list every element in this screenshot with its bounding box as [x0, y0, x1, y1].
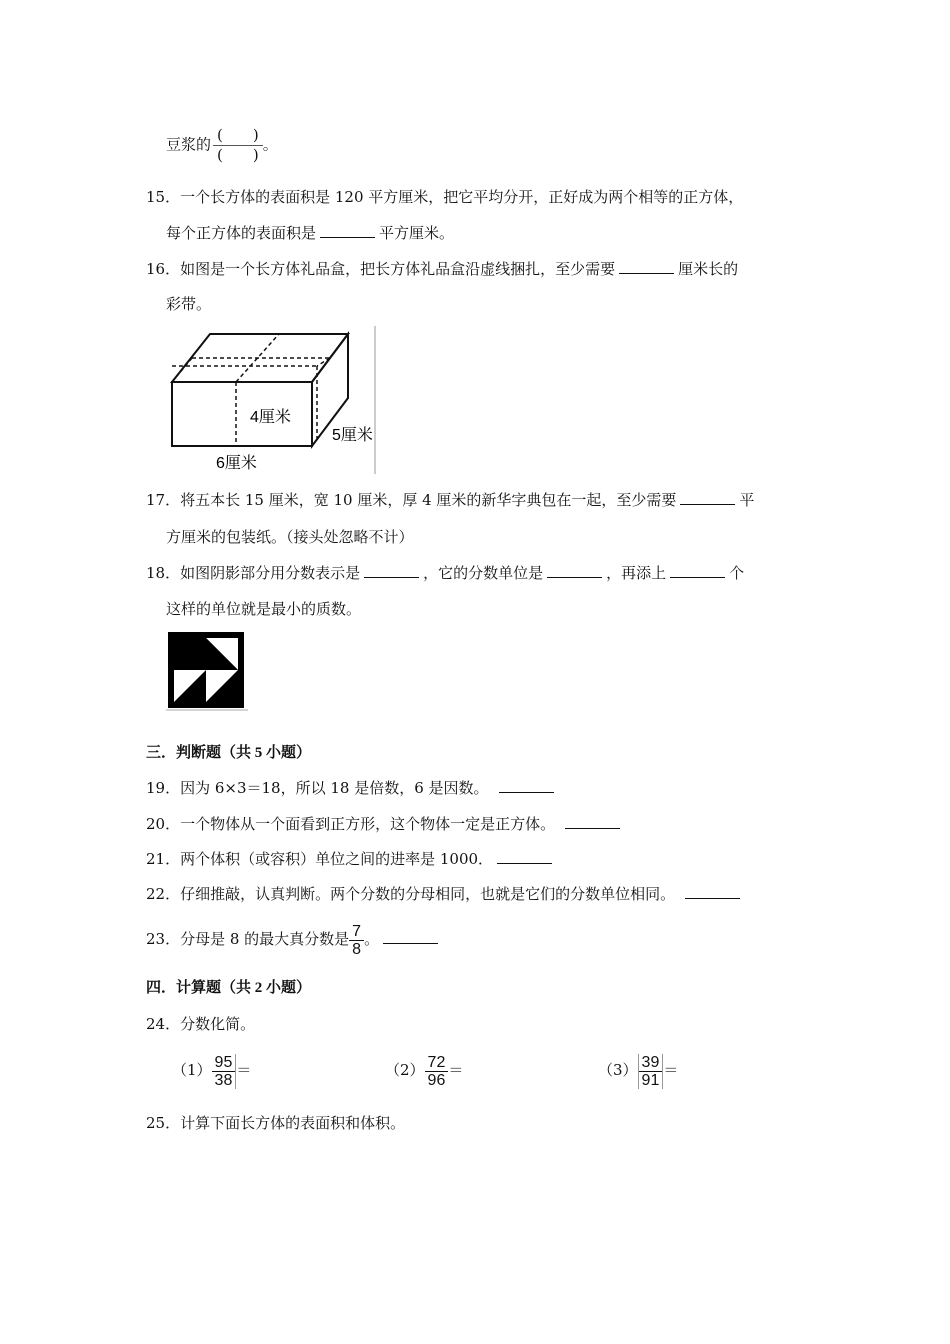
q19-answer-blank[interactable]	[499, 778, 554, 793]
q22-text: 22．仔细推敲，认真判断。两个分数的分母相同，也就是它们的分数单位相同。	[146, 885, 676, 903]
q17-line1-unit: 平	[739, 491, 755, 509]
q21-answer-blank[interactable]	[497, 849, 552, 864]
q20-answer-blank[interactable]	[565, 814, 620, 829]
q23-fraction	[349, 923, 364, 958]
q15-line2	[166, 223, 454, 243]
q16-line1-text: 16．如图是一个长方体礼品盒，把长方体礼品盒沿虚线捆扎，至少需要	[146, 260, 616, 278]
q18-text-d: 个	[729, 564, 745, 582]
q18-line1	[146, 563, 744, 583]
label-height: 4厘米	[250, 409, 291, 426]
q16-line1-unit: 厘米长的	[678, 260, 739, 278]
q14-numerator: ( )	[213, 126, 263, 146]
q15-line2-unit: 平方厘米。	[379, 224, 455, 242]
q16-line1	[146, 259, 738, 279]
section-4-title: 四．计算题（共 2 小题）	[146, 980, 312, 996]
q17-line2: 方厘米的包装纸。（接头处忽略不计）	[166, 528, 414, 546]
q24-item-3-denominator: 91	[641, 1071, 660, 1089]
q24-item-2	[385, 1050, 463, 1090]
shaded-square-figure	[166, 630, 248, 712]
q24-item-3-label: （3）	[598, 1061, 638, 1079]
section-3-title: 三．判断题（共 5 小题）	[146, 745, 312, 761]
q24-item-3-numerator: 39	[639, 1054, 663, 1072]
q18-blank-fraction[interactable]	[364, 563, 419, 578]
q21-text: 21．两个体积（或容积）单位之间的进率是 1000．	[146, 850, 494, 868]
q18-line2: 这样的单位就是最小的质数。	[166, 600, 362, 618]
q24-item-1-fraction	[212, 1054, 237, 1089]
q17-answer-blank[interactable]	[680, 490, 735, 505]
q14-denominator: ( )	[217, 146, 259, 164]
q24-item-1-label: （1）	[172, 1061, 212, 1079]
q24-item-1-denominator: 38	[214, 1071, 233, 1089]
q24-item-2-denominator: 96	[427, 1071, 446, 1089]
q24-item-1-numerator: 95	[212, 1054, 236, 1072]
box-front-face	[172, 382, 312, 446]
q14-end: 。	[262, 135, 278, 154]
q19-text: 19．因为 6×3＝18，所以 18 是倍数，6 是因数。	[146, 779, 489, 797]
q18-text-b: ，它的分数单位是	[423, 564, 544, 582]
q24-item-1-equals: ＝	[236, 1061, 252, 1079]
q23	[146, 922, 442, 958]
label-width: 5厘米	[332, 427, 373, 444]
q24-item-2-equals: ＝	[448, 1061, 464, 1079]
q14-fraction	[213, 126, 263, 165]
q18-text-a: 18．如图阴影部分用分数表示是	[146, 564, 361, 582]
q23-numerator: 7	[349, 923, 364, 941]
q14-text: 豆浆的	[166, 135, 212, 154]
q24-item-2-label: （2）	[385, 1061, 425, 1079]
q16-line2: 彩带。	[166, 295, 212, 313]
q18-text-c: ，再添上	[606, 564, 667, 582]
q24-item-3-equals: ＝	[663, 1061, 679, 1079]
q16-answer-blank[interactable]	[619, 259, 674, 274]
q25: 25．计算下面长方体的表面积和体积。	[146, 1114, 406, 1132]
q15-line2-text: 每个正方体的表面积是	[166, 224, 317, 242]
q21	[146, 849, 556, 869]
q24-item-3	[598, 1050, 678, 1090]
q18-blank-count[interactable]	[670, 563, 725, 578]
q24-item-2-fraction	[425, 1054, 449, 1089]
q17-line1	[146, 490, 754, 510]
q17-line1-text: 17．将五本长 15 厘米，宽 10 厘米，厚 4 厘米的新华字典包在一起，至少需要	[146, 491, 677, 509]
q22-answer-blank[interactable]	[685, 884, 740, 899]
q22	[146, 884, 744, 904]
q15-line1: 15．一个长方体的表面积是 120 平方厘米，把它平均分开，正好成为两个相等的正方体，	[146, 188, 744, 206]
q19	[146, 778, 558, 798]
q24-item-3-fraction	[638, 1054, 664, 1089]
label-length: 6厘米	[216, 455, 257, 472]
q23-end: 。	[364, 930, 380, 948]
q15-answer-blank[interactable]	[320, 223, 375, 238]
q20-text: 20．一个物体从一个面看到正方形，这个物体一定是正方体。	[146, 815, 556, 833]
q18-blank-unit[interactable]	[547, 563, 602, 578]
q24-item-2-numerator: 72	[425, 1054, 449, 1072]
q23-denominator: 8	[352, 940, 362, 958]
q24-item-1	[172, 1050, 251, 1090]
q23-answer-blank[interactable]	[383, 929, 438, 944]
q14-tail	[166, 126, 278, 165]
q20	[146, 814, 624, 834]
q23-text: 23．分母是 8 的最大真分数是	[146, 930, 350, 948]
gift-box-figure	[166, 326, 378, 476]
q24: 24．分数化简。	[146, 1015, 256, 1033]
